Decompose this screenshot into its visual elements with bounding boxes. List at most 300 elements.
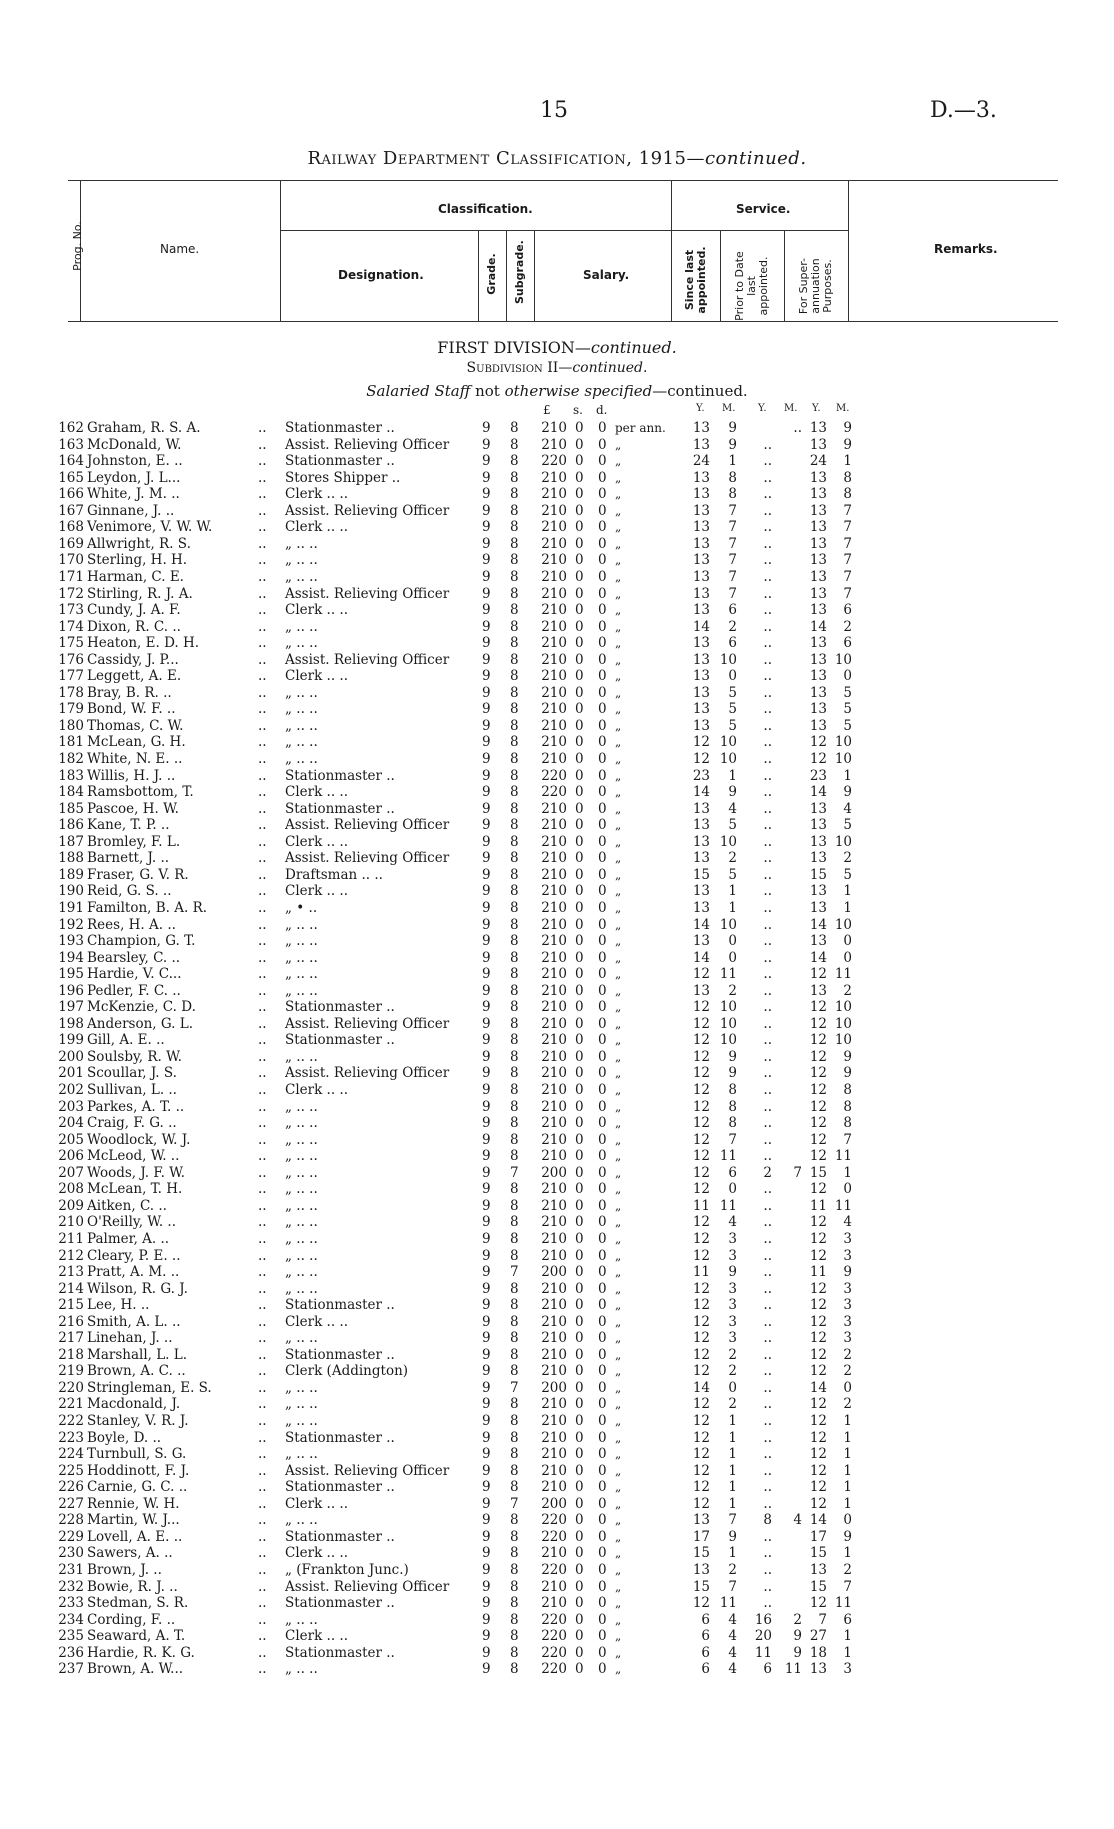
subgrade: 8 (510, 585, 519, 602)
salary-pence: 0 (598, 1148, 607, 1165)
salary-shillings: 0 (575, 933, 584, 950)
salary-period: „ (615, 1447, 622, 1462)
salary-period: „ (615, 569, 622, 584)
since-years: 14 (692, 916, 710, 933)
super-years: 12 (809, 1015, 827, 1032)
since-months: 5 (728, 817, 737, 834)
grade: 9 (482, 602, 491, 619)
prior-months: 9 (793, 1628, 802, 1645)
super-months: 1 (843, 1413, 852, 1429)
since-months: 2 (728, 982, 737, 999)
since-years: 13 (692, 1561, 710, 1578)
staff-name: McKenzie, C. D. (87, 999, 196, 1016)
leader-dots: .. (258, 982, 267, 999)
col-divider (848, 180, 849, 322)
salary-pounds: 210 (541, 1115, 567, 1132)
leader-dots: .. (258, 486, 267, 503)
grade: 9 (482, 1015, 491, 1032)
super-months: 11 (834, 966, 852, 983)
since-years: 12 (692, 999, 710, 1016)
designation: Clerk .. .. (285, 602, 349, 619)
since-months: 11 (719, 966, 737, 983)
salary-pence: 0 (598, 817, 607, 834)
salary-pence: 0 (598, 1131, 607, 1148)
leader-dots: .. (258, 1065, 267, 1082)
prior-years: .. (763, 999, 772, 1016)
salary-pounds: 210 (541, 1247, 567, 1264)
staff-text-b: otherwise specified (504, 382, 653, 400)
designation: Stationmaster .. (285, 1297, 395, 1314)
salary-period: „ (615, 1298, 622, 1313)
salary-period: „ (615, 1265, 622, 1280)
salary-pence: 0 (598, 767, 607, 784)
header-salary: Salary. (583, 268, 630, 282)
salary-shillings: 0 (575, 1115, 584, 1132)
prior-years: .. (763, 1181, 772, 1198)
staff-name: Soulsby, R. W. (87, 1048, 182, 1065)
salary-period: „ (615, 1364, 622, 1379)
salary-period: „ (615, 553, 622, 568)
table-row (0, 602, 1114, 619)
super-months: 8 (843, 1115, 852, 1132)
designation: „ .. .. (285, 1148, 318, 1165)
table-row (0, 1264, 1114, 1281)
prog-no: 167 (58, 502, 84, 519)
super-months: 7 (843, 568, 852, 585)
staff-name: Scoullar, J. S. (87, 1065, 177, 1082)
grade: 9 (482, 519, 491, 536)
leader-dots: .. (258, 933, 267, 950)
salary-pence: 0 (598, 1462, 607, 1479)
super-months: 1 (843, 883, 852, 900)
super-years: 15 (809, 1164, 827, 1181)
since-months: 3 (728, 1313, 737, 1330)
salary-pence: 0 (598, 1346, 607, 1363)
since-years: 12 (692, 1413, 710, 1429)
salary-pence: 0 (598, 602, 607, 619)
staff-name: Cundy, J. A. F. (87, 602, 181, 619)
since-years: 12 (692, 1148, 710, 1165)
table-row (0, 900, 1114, 917)
super-months: 7 (843, 1578, 852, 1595)
salary-pounds: 220 (541, 1661, 567, 1678)
subgrade: 8 (510, 767, 519, 784)
subgrade: 8 (510, 436, 519, 453)
super-months: 11 (834, 1148, 852, 1165)
salary-period: „ (615, 1463, 622, 1478)
prog-no: 200 (58, 1048, 84, 1065)
salary-pence: 0 (598, 717, 607, 734)
grade: 9 (482, 933, 491, 950)
since-months: 7 (728, 1578, 737, 1595)
salary-pounds: 200 (541, 1164, 567, 1181)
salary-shillings: 0 (575, 1429, 584, 1446)
designation: „ .. .. (285, 552, 318, 569)
prog-no: 227 (58, 1495, 84, 1512)
prior-months: 4 (793, 1512, 802, 1529)
staff-name: Thomas, C. W. (87, 717, 184, 734)
salary-pence: 0 (598, 519, 607, 536)
super-months: 9 (843, 1065, 852, 1082)
super-years: 12 (809, 1214, 827, 1231)
table-row (0, 883, 1114, 900)
super-months: 9 (843, 420, 852, 436)
salary-pence: 0 (598, 1595, 607, 1612)
salary-pounds: 210 (541, 568, 567, 585)
subgrade: 8 (510, 1297, 519, 1314)
leader-dots: .. (258, 1595, 267, 1612)
salary-shillings: 0 (575, 1446, 584, 1463)
salary-pounds: 210 (541, 1148, 567, 1165)
table-row (0, 1330, 1114, 1347)
subgrade: 8 (510, 684, 519, 701)
super-months: 10 (834, 999, 852, 1016)
super-years: 12 (809, 1495, 827, 1512)
staff-name: Cassidy, J. P... (87, 651, 179, 668)
prior-years: .. (763, 585, 772, 602)
prior-years: .. (763, 535, 772, 552)
table-row (0, 552, 1114, 569)
prior-years: .. (763, 1479, 772, 1496)
staff-name: Allwright, R. S. (87, 535, 191, 552)
prog-no: 189 (58, 866, 84, 883)
leader-dots: .. (258, 1131, 267, 1148)
prior-years: .. (763, 800, 772, 817)
table-row (0, 1446, 1114, 1463)
designation: Assist. Relieving Officer (285, 817, 450, 834)
table-row (0, 1314, 1114, 1331)
prior-years: .. (763, 933, 772, 950)
super-years: 23 (809, 767, 827, 784)
subgrade: 8 (510, 982, 519, 999)
salary-pounds: 220 (541, 1611, 567, 1628)
designation: Assist. Relieving Officer (285, 850, 450, 867)
table-row (0, 1032, 1114, 1049)
super-years: 13 (809, 850, 827, 867)
super-months: 3 (843, 1247, 852, 1264)
prior-years: .. (763, 519, 772, 536)
super-months: 4 (843, 1214, 852, 1231)
salary-period: „ (615, 1132, 622, 1147)
salary-shillings: 0 (575, 1247, 584, 1264)
prog-no: 216 (58, 1313, 84, 1330)
salary-period: „ (615, 1546, 622, 1561)
salary-period: „ (615, 967, 622, 982)
super-months: 0 (843, 933, 852, 950)
prior-years: .. (763, 469, 772, 486)
prog-no: 190 (58, 883, 84, 900)
prior-years: .. (763, 767, 772, 784)
table-row (0, 983, 1114, 1000)
super-years: 24 (809, 453, 827, 470)
leader-dots: .. (258, 800, 267, 817)
leader-dots: .. (258, 519, 267, 536)
super-years: 13 (809, 469, 827, 486)
table-row (0, 1363, 1114, 1380)
grade: 9 (482, 1131, 491, 1148)
staff-name: McDonald, W. (87, 436, 182, 453)
since-years: 13 (692, 420, 710, 436)
leader-dots: .. (258, 1628, 267, 1645)
designation: Clerk .. .. (285, 883, 349, 900)
salary-pounds: 210 (541, 1462, 567, 1479)
salary-shillings: 0 (575, 436, 584, 453)
grade: 9 (482, 1363, 491, 1380)
prog-no: 193 (58, 933, 84, 950)
super-months: 6 (843, 635, 852, 652)
prior-years: .. (763, 1098, 772, 1115)
leader-dots: .. (258, 817, 267, 834)
since-months: 1 (728, 767, 737, 784)
since-years: 12 (692, 1595, 710, 1612)
since-years: 11 (692, 1264, 710, 1281)
since-months: 9 (728, 784, 737, 801)
designation: „ .. .. (285, 1396, 318, 1413)
since-months: 1 (728, 1495, 737, 1512)
subgrade: 8 (510, 1214, 519, 1231)
staff-name: McLean, T. H. (87, 1181, 183, 1198)
designation: Clerk .. .. (285, 1628, 349, 1645)
staff-name: Parkes, A. T. .. (87, 1098, 185, 1115)
grade: 9 (482, 1495, 491, 1512)
salary-pence: 0 (598, 866, 607, 883)
designation: Clerk .. .. (285, 519, 349, 536)
salary-period: „ (615, 1165, 622, 1180)
super-months: 1 (843, 1644, 852, 1661)
leader-dots: .. (258, 1098, 267, 1115)
leader-dots: .. (258, 618, 267, 635)
super-years: 13 (809, 602, 827, 619)
super-months: 0 (843, 1512, 852, 1529)
prog-no: 175 (58, 635, 84, 652)
subgrade: 8 (510, 899, 519, 916)
since-years: 12 (692, 1131, 710, 1148)
leader-dots: .. (258, 833, 267, 850)
since-months: 9 (728, 1528, 737, 1545)
leader-dots: .. (258, 1462, 267, 1479)
since-years: 13 (692, 602, 710, 619)
grade: 9 (482, 618, 491, 635)
leader-dots: .. (258, 949, 267, 966)
since-months: 6 (728, 635, 737, 652)
prior-years: .. (763, 1446, 772, 1463)
prog-no: 179 (58, 701, 84, 718)
since-years: 13 (692, 651, 710, 668)
since-years: 12 (692, 1032, 710, 1049)
salary-pounds: 210 (541, 701, 567, 718)
prior-years: .. (763, 1214, 772, 1231)
subgrade: 8 (510, 1197, 519, 1214)
super-months: 7 (843, 519, 852, 536)
super-months: 7 (843, 552, 852, 569)
prior-years: .. (763, 1230, 772, 1247)
subgrade: 8 (510, 1032, 519, 1049)
super-years: 12 (809, 1280, 827, 1297)
leader-dots: .. (258, 1545, 267, 1562)
since-months: 4 (728, 1611, 737, 1628)
leader-dots: .. (258, 602, 267, 619)
prior-years: .. (763, 635, 772, 652)
prog-no: 166 (58, 486, 84, 503)
leader-dots: .. (258, 1164, 267, 1181)
super-months: 4 (843, 800, 852, 817)
prog-no: 188 (58, 850, 84, 867)
prog-no: 235 (58, 1628, 84, 1645)
prior-years: .. (763, 668, 772, 685)
prog-no: 210 (58, 1214, 84, 1231)
prior-years: .. (763, 684, 772, 701)
super-years: 13 (809, 833, 827, 850)
header-since-last: Since last appointed. (683, 246, 708, 314)
table-row (0, 867, 1114, 884)
grade: 9 (482, 833, 491, 850)
leader-dots: .. (258, 1032, 267, 1049)
super-years: 13 (809, 684, 827, 701)
prog-no: 211 (58, 1230, 84, 1247)
salary-period: „ (615, 1662, 622, 1677)
designation: Assist. Relieving Officer (285, 1015, 450, 1032)
super-months: 5 (843, 866, 852, 883)
leader-dots: .. (258, 1561, 267, 1578)
designation: „ .. .. (285, 982, 318, 999)
grade: 9 (482, 668, 491, 685)
table-row (0, 966, 1114, 983)
salary-shillings: 0 (575, 1561, 584, 1578)
designation: „ .. .. (285, 1164, 318, 1181)
subgrade: 8 (510, 916, 519, 933)
prog-no: 222 (58, 1413, 84, 1429)
salary-pounds: 210 (541, 1015, 567, 1032)
salary-pounds: 210 (541, 1578, 567, 1595)
grade: 9 (482, 1330, 491, 1347)
prior-years: .. (763, 949, 772, 966)
salary-shillings: 0 (575, 585, 584, 602)
subgrade: 8 (510, 420, 519, 436)
salary-pence: 0 (598, 1164, 607, 1181)
salary-period: „ (615, 536, 622, 551)
header-prior-to: Prior to Date last appointed. (733, 251, 770, 321)
subgrade: 7 (510, 1264, 519, 1281)
prior-years: .. (763, 602, 772, 619)
salary-period: „ (615, 934, 622, 949)
prog-no: 163 (58, 436, 84, 453)
prior-years: .. (763, 1082, 772, 1098)
subgrade: 8 (510, 1346, 519, 1363)
table-row (0, 817, 1114, 834)
prog-no: 162 (58, 420, 84, 436)
salary-pounds: 210 (541, 535, 567, 552)
salary-pounds: 210 (541, 1065, 567, 1082)
salary-pence: 0 (598, 1628, 607, 1645)
subgrade: 8 (510, 1131, 519, 1148)
super-months: 2 (843, 850, 852, 867)
subgrade: 8 (510, 1446, 519, 1463)
salary-period: „ (615, 1645, 622, 1660)
designation: Stationmaster .. (285, 1346, 395, 1363)
salary-pounds: 210 (541, 1413, 567, 1429)
salary-pounds: 220 (541, 453, 567, 470)
super-years: 15 (809, 1578, 827, 1595)
super-months: 3 (843, 1230, 852, 1247)
salary-period: „ (615, 785, 622, 800)
prog-no: 187 (58, 833, 84, 850)
salary-shillings: 0 (575, 866, 584, 883)
table-row (0, 1049, 1114, 1066)
salary-pounds: 210 (541, 1446, 567, 1463)
super-years: 13 (809, 899, 827, 916)
subgrade: 8 (510, 1413, 519, 1429)
since-years: 12 (692, 1429, 710, 1446)
prog-no: 236 (58, 1644, 84, 1661)
salary-pounds: 220 (541, 784, 567, 801)
designation: „ .. .. (285, 1131, 318, 1148)
super-years: 13 (809, 552, 827, 569)
salary-shillings: 0 (575, 982, 584, 999)
prior-years: .. (763, 1065, 772, 1082)
salary-pence: 0 (598, 1197, 607, 1214)
salary-pence: 0 (598, 966, 607, 983)
table-row (0, 1579, 1114, 1596)
prog-no: 208 (58, 1181, 84, 1198)
staff-name: O'Reilly, W. .. (87, 1214, 176, 1231)
table-row (0, 1430, 1114, 1447)
salary-pounds: 210 (541, 1082, 567, 1098)
since-months: 5 (728, 717, 737, 734)
leader-dots: .. (258, 1330, 267, 1347)
salary-pence: 0 (598, 784, 607, 801)
prior-years: 8 (763, 1512, 772, 1529)
leader-dots: .. (258, 1313, 267, 1330)
leader-dots: .. (258, 1247, 267, 1264)
salary-shillings: 0 (575, 817, 584, 834)
super-years: 13 (809, 502, 827, 519)
subgrade: 8 (510, 1561, 519, 1578)
staff-name: Familton, B. A. R. (87, 899, 208, 916)
super-years: 13 (809, 420, 827, 436)
salary-pence: 0 (598, 1363, 607, 1380)
leader-dots: .. (258, 1115, 267, 1132)
prior-months: .. (793, 420, 802, 436)
leader-dots: .. (258, 1429, 267, 1446)
since-years: 15 (692, 1578, 710, 1595)
staff-name: Heaton, E. D. H. (87, 635, 200, 652)
subgrade: 8 (510, 949, 519, 966)
salary-period: „ (615, 834, 622, 849)
salary-pence: 0 (598, 585, 607, 602)
designation: „ .. .. (285, 933, 318, 950)
unit-years-super: Y. (812, 403, 821, 414)
salary-period: „ (615, 1612, 622, 1627)
staff-name: McLean, G. H. (87, 734, 186, 751)
since-months: 7 (728, 1131, 737, 1148)
grade: 9 (482, 453, 491, 470)
super-years: 13 (809, 651, 827, 668)
table-row (0, 1231, 1114, 1248)
staff-name: Rennie, W. H. (87, 1495, 180, 1512)
prior-years: .. (763, 1363, 772, 1380)
since-months: 5 (728, 701, 737, 718)
designation: „ .. .. (285, 1048, 318, 1065)
prior-years: .. (763, 568, 772, 585)
staff-name: Reid, G. S. .. (87, 883, 172, 900)
prior-years: .. (763, 1429, 772, 1446)
table-row (0, 536, 1114, 553)
super-years: 12 (809, 999, 827, 1016)
salary-shillings: 0 (575, 1032, 584, 1049)
super-years: 17 (809, 1528, 827, 1545)
service-rule (671, 230, 848, 231)
grade: 9 (482, 734, 491, 751)
